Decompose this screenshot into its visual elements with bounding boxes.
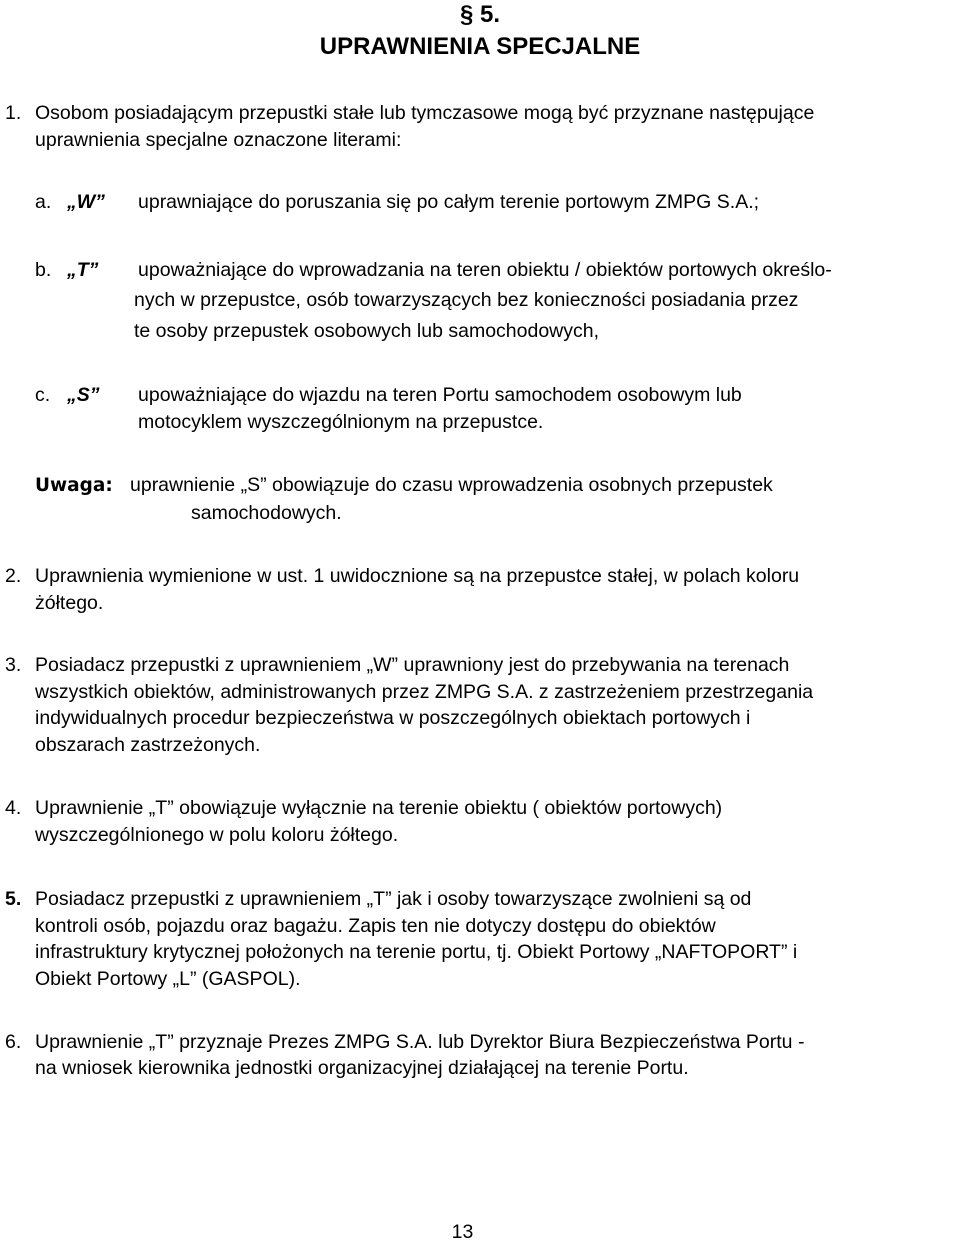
item-b-marker: b. — [35, 259, 52, 281]
paragraph-3-line-3: indywidualnych procedur bezpieczeństwa w poszczególnych obiektach portowych i — [35, 707, 751, 729]
item-c-marker: c. — [35, 384, 51, 406]
note-line-2: samochodowych. — [191, 502, 342, 524]
item-c-line-1: upoważniające do wjazdu na teren Portu samochodem osobowym lub — [138, 384, 742, 406]
paragraph-3-number: 3. — [5, 654, 22, 676]
paragraph-5-line-4: Obiekt Portowy „L” (GASPOL). — [35, 968, 301, 990]
item-b-line-3: te osoby przepustek osobowych lub samochodowych, — [134, 320, 600, 342]
item-c-letter: „S” — [67, 384, 100, 406]
paragraph-6-number: 6. — [5, 1031, 22, 1053]
paragraph-6-line-2: na wniosek kierownika jednostki organizacyjnej działającej na terenie Portu. — [35, 1057, 689, 1079]
paragraph-6-line-1: Uprawnienie „T” przyznaje Prezes ZMPG S.A. lub Dyrektor Biura Bezpieczeństwa Portu - — [35, 1031, 805, 1053]
paragraph-1-line-2: uprawnienia specjalne oznaczone literami: — [35, 129, 402, 151]
item-c-line-2: motocyklem wyszczególnionym na przepustce. — [138, 411, 544, 433]
paragraph-2-line-2: żółtego. — [35, 592, 104, 614]
item-b-line-1: upoważniające do wprowadzania na teren obiektu / obiektów portowych określo- — [138, 259, 832, 281]
section-number: § 5. — [459, 1, 501, 28]
item-a-marker: a. — [35, 191, 52, 213]
paragraph-5-line-1: Posiadacz przepustki z uprawnieniem „T” jak i osoby towarzyszące zwolnieni są od — [35, 888, 752, 910]
item-a-text: uprawniające do poruszania się po całym terenie portowym ZMPG S.A.; — [138, 191, 760, 213]
paragraph-5-number: 5. — [5, 888, 22, 910]
note-label: Uwaga: — [35, 475, 113, 496]
paragraph-4-number: 4. — [5, 797, 22, 819]
paragraph-3-line-1: Posiadacz przepustki z uprawnieniem „W” uprawniony jest do przebywania na terenach — [35, 654, 790, 676]
paragraph-1-line-1: Osobom posiadającym przepustki stałe lub tymczasowe mogą być przyznane następujące — [35, 102, 815, 124]
paragraph-2-line-1: Uprawnienia wymienione w ust. 1 uwidocznione są na przepustce stałej, w polach koloru — [35, 565, 800, 587]
paragraph-1-number: 1. — [5, 102, 22, 124]
paragraph-5-line-3: infrastruktury krytycznej położonych na terenie portu, tj. Obiekt Portowy „NAFTOPORT” i — [35, 941, 798, 963]
page-number: 13 — [451, 1221, 474, 1243]
item-b-letter: „T” — [67, 259, 99, 281]
paragraph-3-line-4: obszarach zastrzeżonych. — [35, 734, 261, 756]
page-title: UPRAWNIENIA SPECJALNE — [319, 33, 641, 60]
paragraph-5-line-2: kontroli osób, pojazdu oraz bagażu. Zapis ten nie dotyczy dostępu do obiektów — [35, 915, 716, 937]
paragraph-4-line-1: Uprawnienie „T” obowiązuje wyłącznie na terenie obiektu ( obiektów portowych) — [35, 797, 723, 819]
paragraph-4-line-2: wyszczególnionego w polu koloru żółtego. — [35, 824, 399, 846]
item-b-line-2: nych w przepustce, osób towarzyszących bez konieczności posiadania przez — [134, 289, 799, 311]
note-line-1: uprawnienie „S” obowiązuje do czasu wprowadzenia osobnych przepustek — [130, 474, 773, 496]
paragraph-2-number: 2. — [5, 565, 22, 587]
paragraph-3-line-2: wszystkich obiektów, administrowanych przez ZMPG S.A. z zastrzeżeniem przestrzegania — [35, 681, 814, 703]
item-a-letter: „W” — [67, 191, 105, 213]
